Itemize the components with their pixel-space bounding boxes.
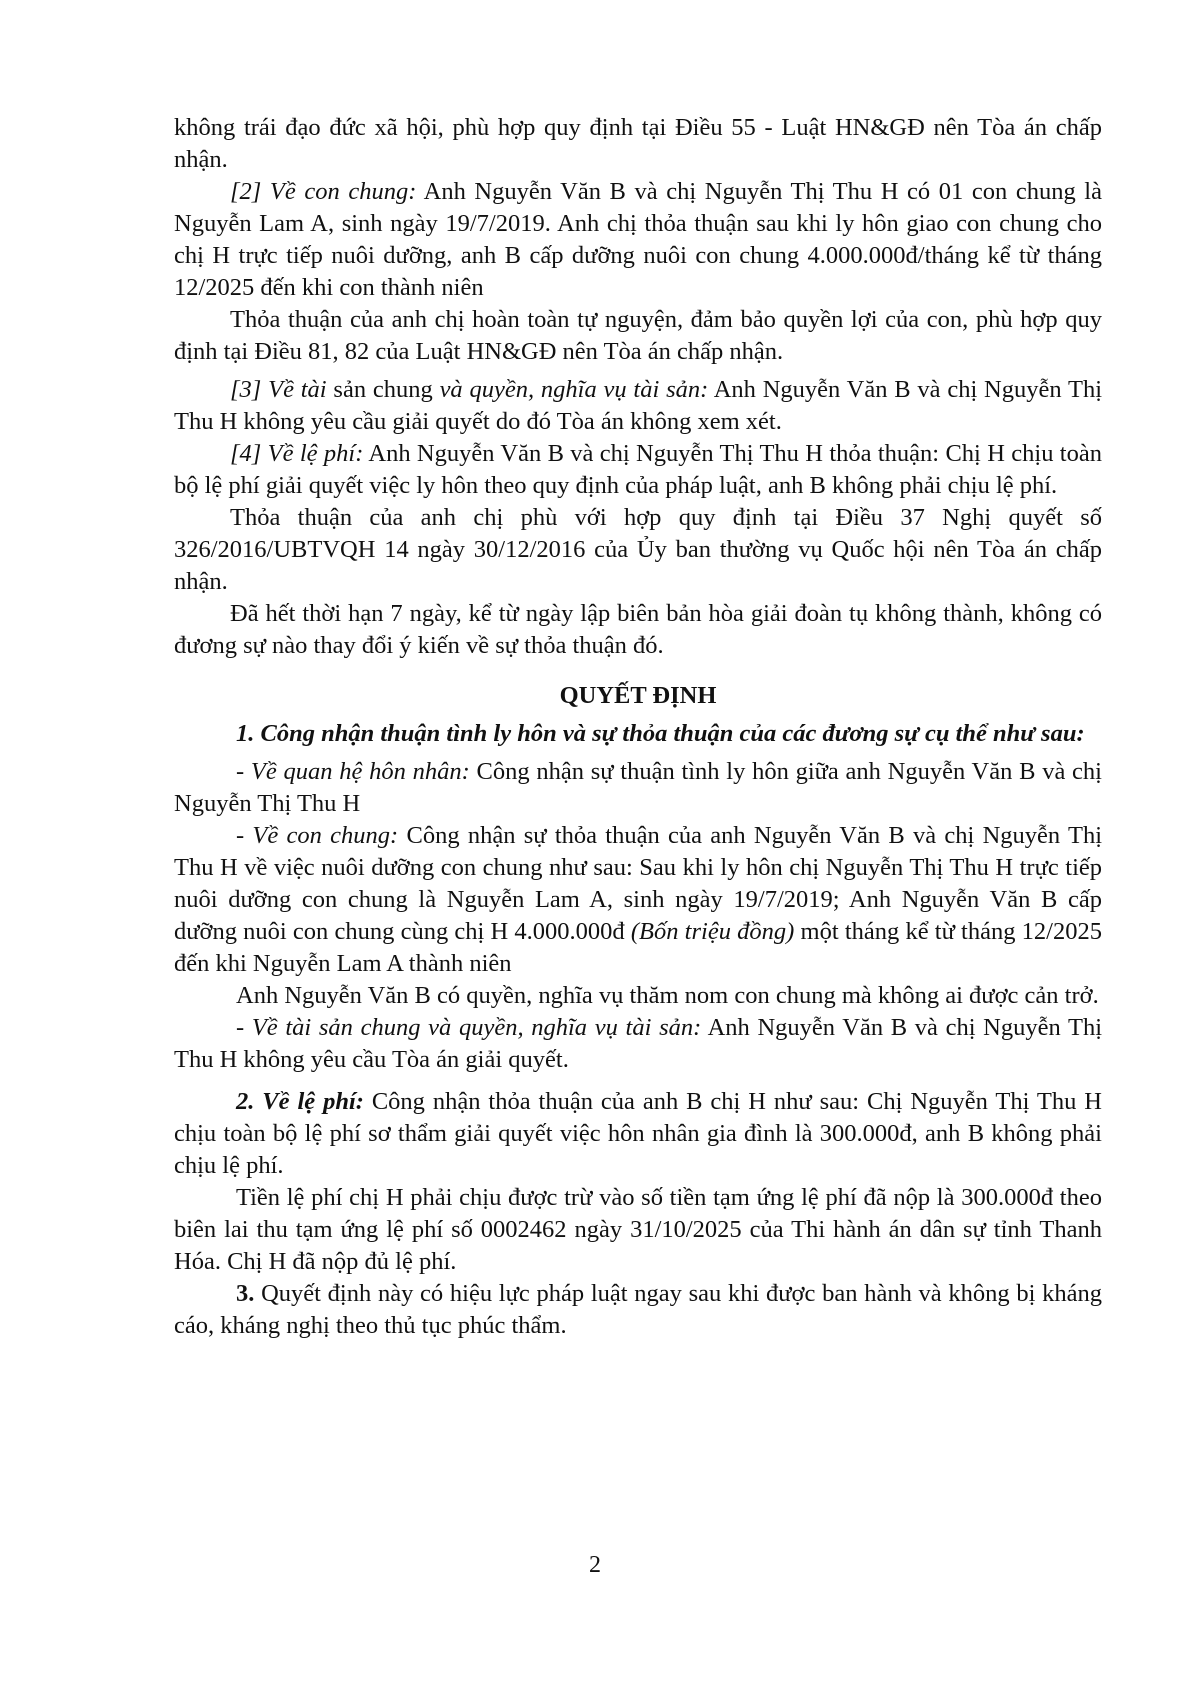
document-page [174, 112, 1102, 1342]
fees-label: 2. Về lệ phí: [236, 1088, 364, 1115]
section-label-4: [4] Về lệ phí: [230, 440, 364, 467]
common-child-label: - Về con chung: [236, 822, 399, 849]
decision-property: - Về tài sản chung và quyền, nghĩa vụ tài sản: Anh Nguyễn Văn B và chị Nguyễn Thị Thu H không yêu cầu Tòa án giải quyết. [174, 1014, 1102, 1073]
paragraph-common-child: [2] Về con chung: Anh Nguyễn Văn B và chị Nguyễn Thị Thu H có 01 con chung là Nguyễn Lam A, sinh ngày 19/7/2019. Anh chị thỏa thuận sau khi ly hôn giao con chung cho chị H trực tiếp nuôi dưỡng, anh B cấp dưỡng nuôi con chung 4.000.000đ/tháng kể từ tháng 12/2025 đến khi con thành niên [174, 178, 1102, 301]
paragraph-common-property: [3] Về tài sản chung và quyền, nghĩa vụ tài sản: Anh Nguyễn Văn B và chị Nguyễn Thị Thu H không yêu cầu giải quyết do đó Tòa án không xem xét. [174, 376, 1102, 435]
section-label-2: [2] Về con chung: [230, 178, 417, 205]
section-label-3a: [3] Về tài [230, 376, 327, 403]
paragraph-1-continuation: không trái đạo đức xã hội, phù hợp quy định tại Điều 55 - Luật HN&GĐ nên Tòa án chấp nhận. [174, 114, 1102, 173]
paragraph-fee-agreement: Thỏa thuận của anh chị phù với hợp quy định tại Điều 37 Nghị quyết số 326/2016/UBTVQH 14 ngày 30/12/2016 của Ủy ban thường vụ Quốc hội nên Tòa án chấp nhận. [174, 504, 1102, 595]
decision-common-child: - Về con chung: Công nhận sự thỏa thuận của anh Nguyễn Văn B và chị Nguyễn Thị Thu H về việc nuôi dưỡng con chung như sau: Sau khi ly hôn chị Nguyễn Thị Thu H trực tiếp nuôi dưỡng con chung là Nguyễn Lam A, sinh ngày 19/7/2019; Anh Nguyễn Văn B cấp dưỡng nuôi con chung cùng chị H 4.000.000đ (Bốn triệu đồng) một tháng kể từ tháng 12/2025 đến khi Nguyễn Lam A thành niên [174, 822, 1103, 977]
item-3-number: 3. [236, 1280, 255, 1307]
section-label-3b: và quyền, nghĩa vụ tài sản: [439, 376, 709, 403]
decision-fee-deduction: Tiền lệ phí chị H phải chịu được trừ vào số tiền tạm ứng lệ phí đã nộp là 300.000đ theo biên lai thu tạm ứng lệ phí số 0002462 ngày 31/10/2025 của Thi hành án dân sự tỉnh Thanh Hóa. Chị H đã nộp đủ lệ phí. [174, 1184, 1102, 1275]
decision-visitation: Anh Nguyễn Văn B có quyền, nghĩa vụ thăm nom con chung mà không ai được cản trở. [236, 982, 1099, 1009]
paragraph-fees: [4] Về lệ phí: Anh Nguyễn Văn B và chị Nguyễn Thị Thu H thỏa thuận: Chị H chịu toàn bộ lệ phí giải quyết việc ly hôn theo quy định của pháp luật, anh B không phải chịu lệ phí. [174, 440, 1102, 499]
decision-marriage: - Về quan hệ hôn nhân: Công nhận sự thuận tình ly hôn giữa anh Nguyễn Văn B và chị Nguyễn Thị Thu H [174, 758, 1102, 817]
paragraph-agreement-child: Thỏa thuận của anh chị hoàn toàn tự nguyện, đảm bảo quyền lợi của con, phù hợp quy định tại Điều 81, 82 của Luật HN&GĐ nên Tòa án chấp nhận. [174, 306, 1102, 365]
paragraph-deadline: Đã hết thời hạn 7 ngày, kể từ ngày lập biên bản hòa giải đoàn tụ không thành, không có đương sự nào thay đổi ý kiến về sự thỏa thuận đó. [174, 600, 1102, 659]
page-number: 2 [589, 1552, 601, 1578]
decision-item-2: 2. Về lệ phí: Công nhận thỏa thuận của anh B chị H như sau: Chị Nguyễn Thị Thu H chịu toàn bộ lệ phí sơ thẩm giải quyết việc hôn nhân gia đình là 300.000đ, anh B không phải chịu lệ phí. [174, 1088, 1102, 1179]
property-label: - Về tài sản chung và quyền, nghĩa vụ tài sản: [236, 1014, 702, 1041]
marriage-label: - Về quan hệ hôn nhân: [236, 758, 470, 785]
amount-in-words: (Bốn triệu đồng) [630, 918, 795, 945]
decision-heading: QUYẾT ĐỊNH [559, 682, 717, 709]
decision-item-3: 3. Quyết định này có hiệu lực pháp luật ngay sau khi được ban hành và không bị kháng cáo, kháng nghị theo thủ tục phúc thẩm. [174, 1280, 1102, 1339]
decision-item-1: 1. Công nhận thuận tình ly hôn và sự thỏa thuận của các đương sự cụ thể như sau: [236, 720, 1085, 747]
